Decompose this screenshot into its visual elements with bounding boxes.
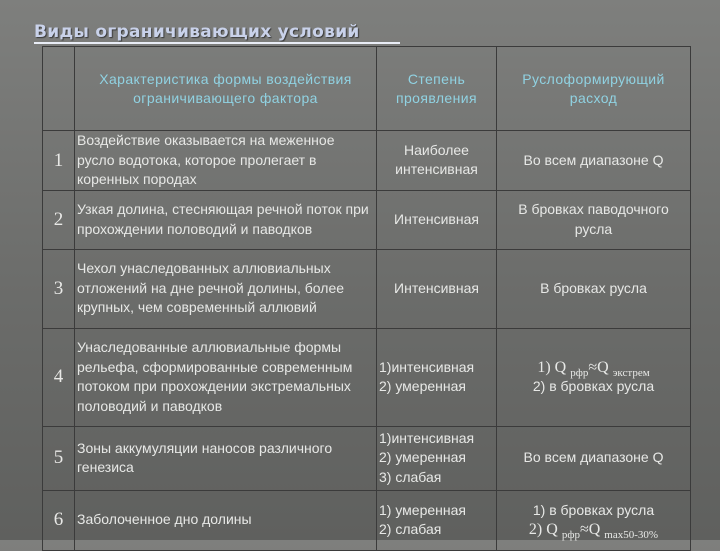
table-row — [43, 426, 691, 490]
row-flow — [497, 490, 691, 550]
row-characteristic: Чехол унаследованных аллювиальных отложений на дне речной долины, более крупных, чем современный аллювий — [75, 249, 377, 328]
table-row — [43, 249, 691, 328]
row-degree — [377, 131, 497, 191]
table-row — [43, 131, 691, 191]
degree-line: Наиболее — [404, 141, 469, 158]
header-flow: Руслоформирующий расход — [497, 47, 691, 131]
row-characteristic: Воздействие оказывается на меженное русло водотока, которое пролегает в коренных породах — [75, 131, 377, 191]
row-flow: Во всем диапазоне Q — [497, 426, 691, 490]
flow-line: 1) в бровках русла — [532, 501, 655, 518]
row-flow: Во всем диапазоне Q — [497, 131, 691, 191]
degree-line: 2) умеренная — [379, 378, 466, 394]
degree-line: 1)интенсивная — [379, 358, 475, 375]
row-degree: Интенсивная — [377, 190, 497, 249]
flow-line: В бровках паводочного — [518, 201, 669, 217]
row-number: 4 — [43, 328, 75, 426]
row-degree: Интенсивная — [377, 249, 497, 328]
row-number: 3 — [43, 249, 75, 328]
flow-line: 2) в бровках русла — [532, 378, 655, 394]
header-num — [43, 47, 75, 131]
title-underline — [34, 42, 400, 44]
row-degree — [377, 490, 497, 550]
row-characteristic: Унаследованные аллювиальные формы рельефа, сформированные современным потоком при прохождении экстремальных половодий и паводков — [75, 328, 377, 426]
row-characteristic: Зоны аккумуляции наносов различного генезиса — [75, 426, 377, 490]
row-characteristic: Заболоченное дно долины — [75, 490, 377, 550]
row-number: 1 — [43, 131, 75, 191]
row-degree — [377, 328, 497, 426]
degree-line: 2) умеренная — [379, 449, 466, 466]
row-number: 5 — [43, 426, 75, 490]
row-characteristic: Узкая долина, стесняющая речной поток при прохождении половодий и паводков — [75, 190, 377, 249]
degree-line: 1) умеренная — [379, 501, 466, 518]
table-row — [43, 190, 691, 249]
table-header-row — [43, 47, 691, 131]
restrictions-table — [42, 46, 691, 551]
table-row — [43, 490, 691, 550]
table-row — [43, 328, 691, 426]
header-degree: Степень проявления — [377, 47, 497, 131]
row-number: 6 — [43, 490, 75, 550]
flow-formula: 2) Q $_{рфр}$≈Q $_{max50-30\%}$ — [528, 521, 659, 541]
degree-line: 3) слабая — [379, 468, 442, 485]
header-characteristic: Характеристика формы воздействия ограничивающего фактора — [75, 47, 377, 131]
flow-formula: 1) Q $_{рфр}$≈Q $_{экстрем}$ — [537, 358, 650, 379]
row-number: 2 — [43, 190, 75, 249]
degree-line: интенсивная — [395, 161, 478, 178]
page-title: Виды ограничивающих условий — [34, 22, 360, 42]
row-flow — [497, 328, 691, 426]
row-flow: В бровках русла — [497, 249, 691, 328]
row-flow — [497, 190, 691, 249]
row-degree — [377, 426, 497, 490]
degree-line: 2) слабая — [379, 521, 442, 537]
degree-line: 1)интенсивная — [379, 429, 475, 446]
flow-line: русла — [574, 220, 613, 237]
